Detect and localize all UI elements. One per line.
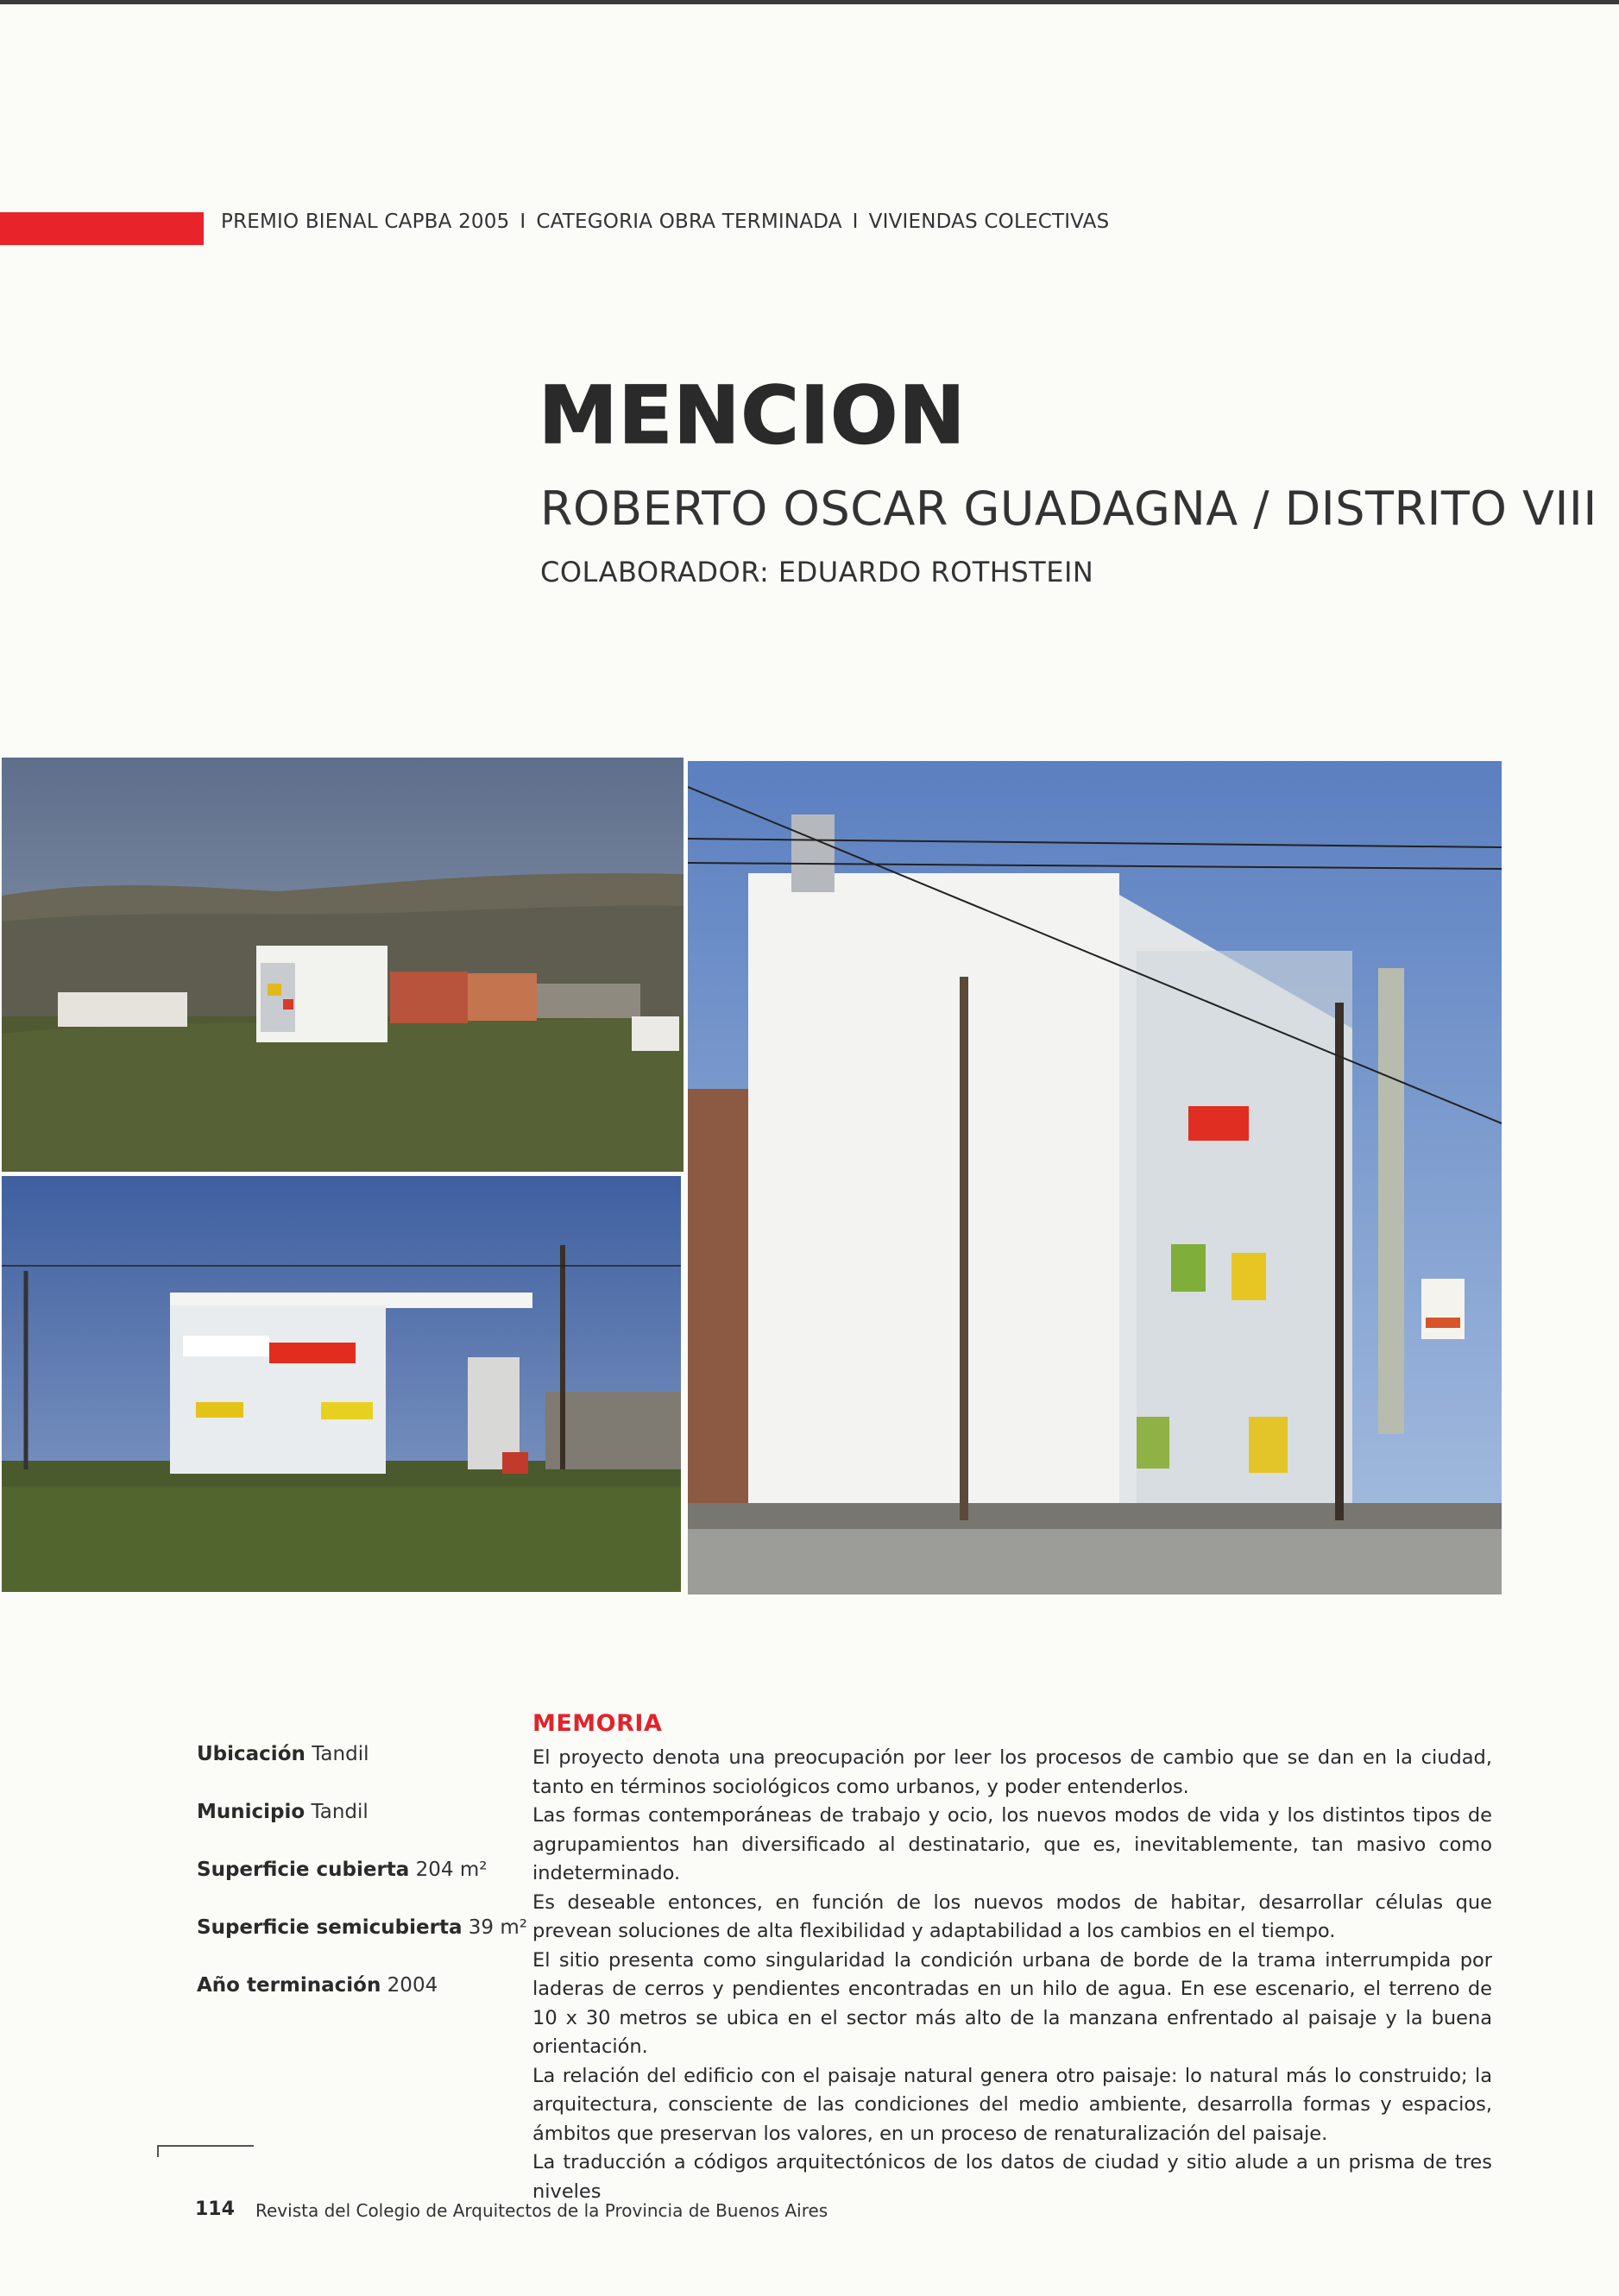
spec-label: Superficie cubierta <box>197 1859 410 1881</box>
footer-rule-tick <box>157 2145 159 2157</box>
memoria-paragraph: La relación del edificio con el paisaje natural genera otro paisaje: lo natural más lo construido; la arquitectura, consciente de las condiciones del medio ambiente, desarrolla formas y espacios, ámbitos que preservan los valores, en un proceso de renaturalización del paisaje. <box>532 2064 1492 2145</box>
header-separator: I <box>852 211 859 233</box>
page-title: MENCION <box>539 369 967 462</box>
photo-corner-view <box>688 761 1502 1595</box>
spec-completion-year <box>197 1974 527 2032</box>
memoria-paragraph: Es deseable entonces, en función de los nuevos modos de habitar, desarrollar células que prevean soluciones de alta flexibilidad y adaptabilidad a los cambios en el tiempo. <box>532 1890 1492 1942</box>
header-category: CATEGORIA OBRA TERMINADA <box>536 211 842 233</box>
memoria-paragraph: Las formas contemporáneas de trabajo y ocio, los nuevos modos de vida y los distintos tipos de agrupamientos han diversificado al destinatario, que es, inevitablemente, tan masivo como indeterminado. <box>532 1804 1492 1884</box>
section-accent-bar <box>0 212 204 245</box>
spec-label: Municipio <box>197 1801 306 1823</box>
spec-value: Tandil <box>312 1743 369 1765</box>
spec-value: 204 m² <box>415 1859 488 1881</box>
footer-rule <box>157 2145 254 2147</box>
spec-value: Tandil <box>311 1801 369 1823</box>
collaborator-line: COLABORADOR: EDUARDO ROTHSTEIN <box>540 556 1094 588</box>
photo-front-view <box>2 1176 681 1592</box>
spec-location <box>197 1743 527 1801</box>
author-line: ROBERTO OSCAR GUADAGNA / DISTRITO VIII <box>540 481 1597 536</box>
top-rule <box>0 0 1619 4</box>
page-number: 114 <box>195 2198 235 2220</box>
spec-value: 2004 <box>387 1974 438 1997</box>
header-award: PREMIO BIENAL CAPBA 2005 <box>221 211 510 233</box>
journal-name: Revista del Colegio de Arquitectos de la Provincia de Buenos Aires <box>255 2200 828 2221</box>
spec-label: Año terminación <box>197 1974 381 1997</box>
memoria-paragraph: La traducción a códigos arquitectónicos de los datos de ciudad y sitio alude a un prisma de tres niveles <box>532 2151 1492 2203</box>
spec-value: 39 m² <box>468 1916 527 1939</box>
spec-semicovered-area <box>197 1916 527 1974</box>
project-specs <box>197 1743 527 2032</box>
section-header <box>221 211 1109 233</box>
spec-municipality <box>197 1801 527 1859</box>
spec-label: Superficie semicubierta <box>197 1916 463 1939</box>
memoria-paragraph: El sitio presenta como singularidad la condición urbana de borde de la trama interrumpida por laderas de cerros y pendientes encontradas en un hilo de agua. En ese escenario, el terreno de 10 x 30 metros se ubica en el sector más alto de la manzana enfrentado al paisaje y la buena orientación. <box>532 1948 1492 2058</box>
memoria-paragraph: El proyecto denota una preocupación por leer los procesos de cambio que se dan en la ciudad, tanto en términos sociológicos como urbanos, y poder entenderlos. <box>532 1746 1492 1798</box>
photo-distant-view <box>2 758 684 1172</box>
spec-covered-area <box>197 1859 527 1916</box>
header-type: VIVIENDAS COLECTIVAS <box>868 211 1110 233</box>
memoria-heading: MEMORIA <box>532 1710 663 1737</box>
spec-label: Ubicación <box>197 1743 306 1765</box>
header-separator: I <box>520 211 526 233</box>
memoria-body <box>532 1744 1492 2206</box>
